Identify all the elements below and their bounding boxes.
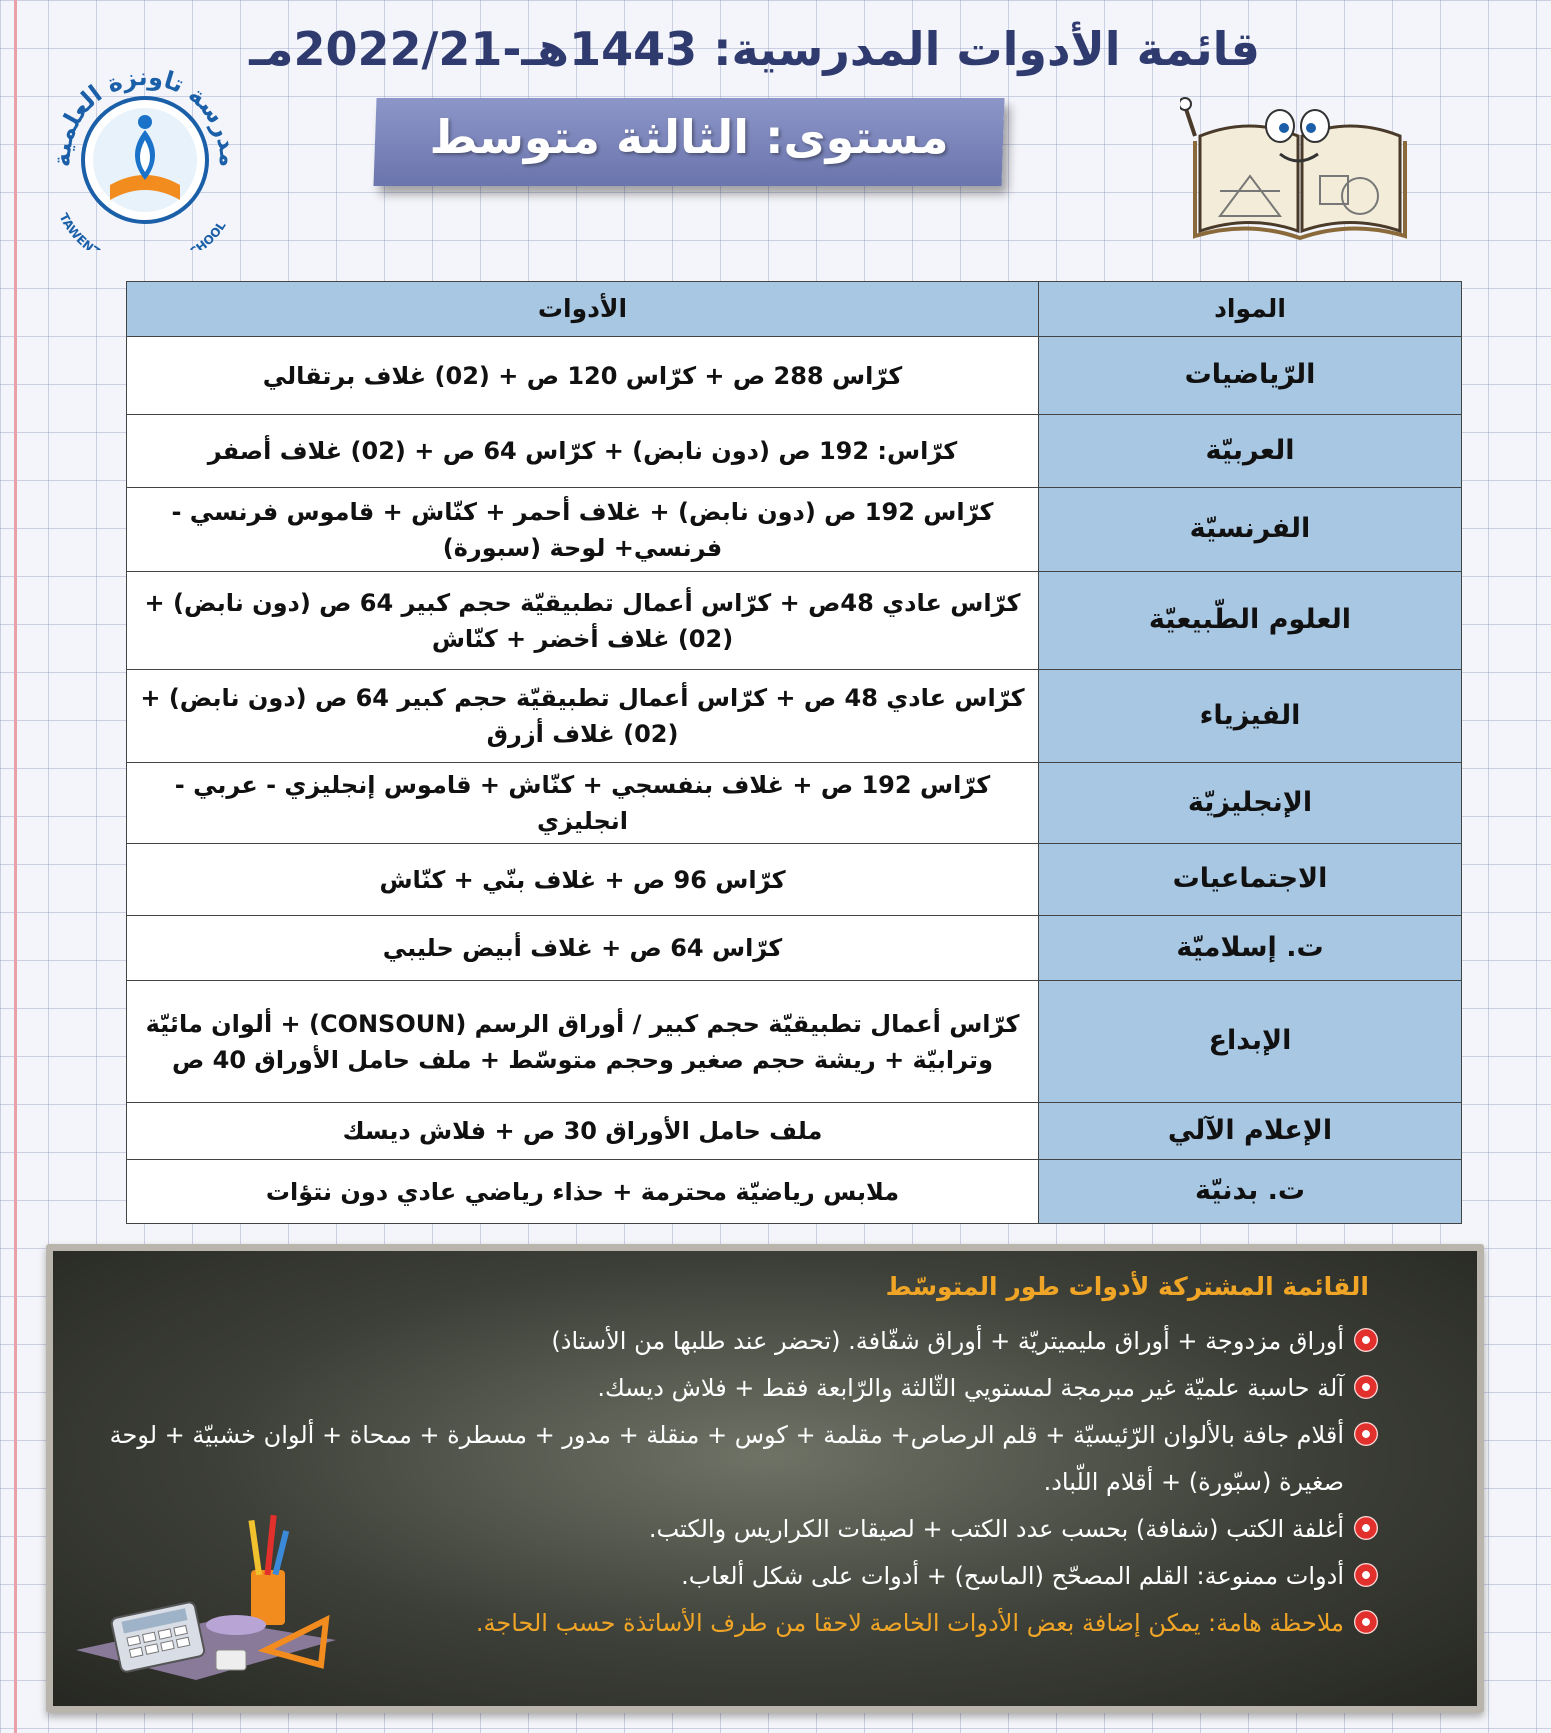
notebook-margin-line: [14, 0, 17, 1733]
note-text: ملاحظة هامة: يمكن إضافة بعض الأدوات الخاصة لاحقا من طرف الأساتذة حسب الحاجة.: [475, 1609, 1344, 1637]
bullet-icon: [1354, 1422, 1378, 1446]
tools-cell: ملف حامل الأوراق 30 ص + فلاش ديسك: [127, 1103, 1039, 1160]
tools-cell: كرّاس 96 ص + غلاف بنّي + كنّاش: [127, 844, 1039, 916]
logo-arabic-text: مدرسة تاونزة العلمية: [47, 62, 243, 168]
table-row: [127, 488, 1462, 572]
tools-cell: كرّاس 192 ص (دون نابض) + غلاف أحمر + كنّاش + قاموس فرنسي - فرنسي+ لوحة (سبورة): [127, 488, 1039, 572]
table-row: [127, 1160, 1462, 1224]
table-row: [127, 1103, 1462, 1160]
subject-cell: العلوم الطّبيعيّة: [1039, 572, 1462, 670]
bullet-icon: [1354, 1516, 1378, 1540]
tools-cell: كرّاس 288 ص + كرّاس 120 ص + (02) غلاف برتقالي: [127, 337, 1039, 415]
tools-cell: كرّاس عادي 48 ص + كرّاس أعمال تطبيقيّة حجم كبير 64 ص (دون نابض) + (02) غلاف أزرق: [127, 670, 1039, 763]
tools-cell: ملابس رياضيّة محترمة + حذاء رياضي عادي دون نتؤات: [127, 1160, 1039, 1224]
list-item-text: أغلفة الكتب (شفافة) بحسب عدد الكتب + لصيقات الكراريس والكتب.: [648, 1515, 1344, 1543]
list-item-text: آلة حاسبة علميّة غير مبرمجة لمستويي الثّالثة والرّابعة فقط + فلاش ديسك.: [597, 1374, 1344, 1402]
tools-cell: كرّاس: 192 ص (دون نابض) + كرّاس 64 ص + (02) غلاف أصفر: [127, 415, 1039, 488]
list-item: [90, 1365, 1378, 1412]
subject-cell: الفيزياء: [1039, 670, 1462, 763]
bullet-icon: [1354, 1375, 1378, 1399]
subject-cell: ت. إسلاميّة: [1039, 916, 1462, 981]
table-row: [127, 337, 1462, 415]
book-cartoon-icon: [1180, 96, 1420, 246]
list-item: [90, 1412, 1378, 1506]
tools-cell: كرّاس أعمال تطبيقيّة حجم كبير / أوراق الرسم (CONSOUN) + ألوان مائيّة وترابيّة + ريشة حجم صغير وحجم متوسّط + ملف حامل الأوراق 40 ص: [127, 981, 1039, 1103]
table-row: [127, 415, 1462, 488]
supplies-table: [126, 281, 1462, 1224]
table-row: [127, 916, 1462, 981]
subject-cell: الإنجليزيّة: [1039, 763, 1462, 844]
common-list-title: القائمة المشتركة لأدوات طور المتوسّط: [885, 1272, 1369, 1301]
table-row: [127, 763, 1462, 844]
list-item-text: أوراق مزدوجة + أوراق مليميتريّة + أوراق شفّافة. (تحضر عند طلبها من الأستاذ): [551, 1327, 1344, 1355]
subject-cell: الاجتماعيات: [1039, 844, 1462, 916]
logo-english-text: TAWEN HOOL: [56, 210, 229, 250]
table-row: [127, 981, 1462, 1103]
school-logo: [40, 60, 250, 250]
table-header-row: [127, 282, 1462, 337]
subject-cell: الإبداع: [1039, 981, 1462, 1103]
tools-cell: كرّاس 64 ص + غلاف أبيض حليبي: [127, 916, 1039, 981]
tools-cell: كرّاس 192 ص + غلاف بنفسجي + كنّاش + قاموس إنجليزي - عربي - انجليزي: [127, 763, 1039, 844]
level-label: مستوى: الثالثة متوسط: [429, 110, 949, 164]
tools-cell: كرّاس عادي 48ص + كرّاس أعمال تطبيقيّة حجم كبير 64 ص (دون نابض) + (02) غلاف أخضر + كنّاش: [127, 572, 1039, 670]
subject-cell: الرّياضيات: [1039, 337, 1462, 415]
table-row: [127, 572, 1462, 670]
list-item-text: أقلام جافة بالألوان الرّئيسيّة + قلم الرصاص+ مقلمة + كوس + منقلة + مدور + مسطرة + ممحاة + ألوان خشبيّة + لوحة صغيرة (سبّورة) + أقلام اللّباد.: [109, 1421, 1344, 1496]
subject-cell: العربيّة: [1039, 415, 1462, 488]
school-supplies-illustration-icon: [66, 1500, 346, 1690]
bullet-icon: [1354, 1328, 1378, 1352]
page-title: قائمة الأدوات المدرسية: 1443هـ-2022/21مـ: [249, 22, 1260, 76]
header-tools: الأدوات: [127, 282, 1039, 337]
bullet-icon: [1354, 1563, 1378, 1587]
list-item-text: أدوات ممنوعة: القلم المصحّح (الماسح) + أدوات على شكل ألعاب.: [681, 1562, 1344, 1590]
bullet-icon: [1354, 1610, 1378, 1634]
table-row: [127, 670, 1462, 763]
header-subject: المواد: [1039, 282, 1462, 337]
subject-cell: الفرنسيّة: [1039, 488, 1462, 572]
list-item: [90, 1318, 1378, 1365]
table-row: [127, 844, 1462, 916]
subject-cell: ت. بدنيّة: [1039, 1160, 1462, 1224]
subject-cell: الإعلام الآلي: [1039, 1103, 1462, 1160]
